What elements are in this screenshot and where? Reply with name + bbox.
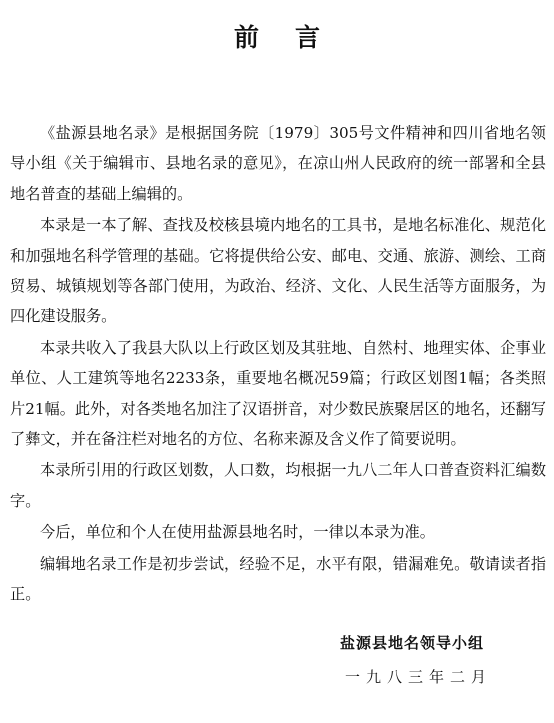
page-title: 前言 (233, 23, 356, 52)
signature-date: 一九八三年二月 (344, 668, 492, 686)
paragraph-6: 编辑地名录工作是初步尝试，经验不足，水平有限，错漏难免。敬请读者指正。 (10, 554, 546, 604)
signature-organization: 盐源县地名领导小组 (339, 634, 484, 652)
paragraph-4: 本录所引用的行政区划数，人口数，均根据一九八二年人口普查资料汇编数字。 (10, 461, 546, 510)
paragraph-2: 本录是一本了解、查找及校核县境内地名的工具书，是地名标准化、规范化和加强地名科学管理的基础。它将提供给公安、邮电、交通、旅游、测绘、工商贸易、城镇规划等各部门使用，为政治、经济、文化、人民生活等方面服务，为四化建设服务。 (10, 216, 546, 326)
document-body (10, 118, 546, 611)
paragraph-1: 《盐源县地名录》是根据国务院〔1979〕305号文件精神和四川省地名领导小组《关于编辑市、县地名录的意见》，在凉山州人民政府的统一部署和全县地名普查的基础上编辑的。 (10, 124, 546, 203)
paragraph-5: 今后，单位和个人在使用盐源县地名时，一律以本录为准。 (40, 523, 435, 542)
paragraph-3: 本录共收入了我县大队以上行政区划及其驻地、自然村、地理实体、企事业单位、人工建筑等地名2233条，重要地名概况59篇；行政区划图1幅；各类照片21幅。此外，对各类地名加注了汉语拼音，对少数民族聚居区的地名，还翻写了彝文，并在备注栏对地名的方位、名称来源及含义作了简要说明。 (10, 338, 546, 449)
